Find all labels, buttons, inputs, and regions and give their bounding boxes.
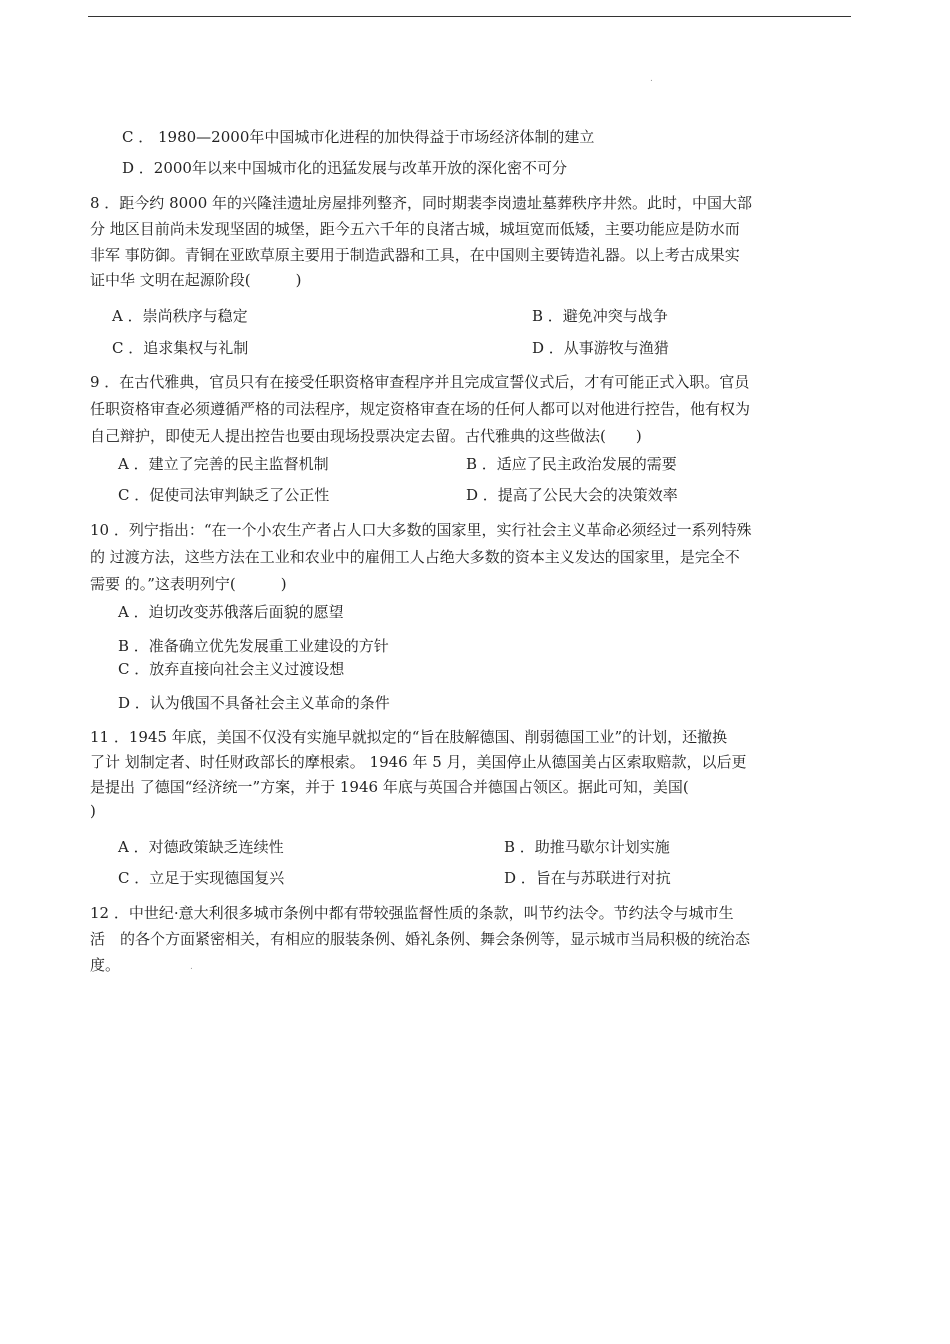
q8-option-d: D ．从事游牧与渔猎: [532, 339, 669, 357]
q9-option-b: B ．适应了民主政治发展的需要: [466, 455, 677, 473]
q7-option-c: C ． 1980—2000年中国城市化进程的加快得益于市场经济体制的建立: [122, 128, 595, 146]
q11-option-d: D ．旨在与苏联进行对抗: [504, 869, 671, 887]
q10-line-1: 10 ．列宁指出：“在一个小农生产者占人口大多数的国家里，实行社会主义革命必须经过一系列特殊: [90, 521, 752, 539]
speck: .: [650, 74, 653, 84]
q12-line-3: 度。: [90, 956, 121, 974]
q9-line-3: 自己辩护，即使无人提出控告也要由现场投票决定去留。古代雅典的这些做法( ): [90, 427, 642, 445]
q9-option-d: D ．提高了公民大会的决策效率: [466, 486, 678, 504]
q12-line-1: 12 ．中世纪·意大利很多城市条例中都有带较强监督性质的条款，叫节约法令。节约法令与城市生: [90, 904, 734, 922]
q11-line-1: 11 ．1945 年底，美国不仅没有实施早就拟定的“旨在肢解德国、削弱德国工业”的计划，还撤换: [90, 728, 728, 746]
q8-option-a: A ．崇尚秩序与稳定: [112, 307, 248, 325]
q10-option-d: D ．认为俄国不具备社会主义革命的条件: [118, 694, 390, 712]
q8-line-1: 8 ．距今约 8000 年的兴隆洼遗址房屋排列整齐，同时期裴李岗遗址墓葬秩序井然。此时，中国大部: [90, 194, 753, 212]
q9-option-c: C ．促使司法审判缺乏了公正性: [118, 486, 330, 504]
q9-line-2: 任职资格审查必须遵循严格的司法程序，规定资格审查在场的任何人都可以对他进行控告，他有权为: [90, 400, 751, 418]
q11-line-4: ): [90, 802, 96, 820]
q10-line-3: 需要 的。”这表明列宁( ): [90, 575, 287, 593]
q8-line-2: 分 地区目前尚未发现坚固的城堡，距今五六千年的良渚古城，城垣宽而低矮，主要功能应是防水而: [90, 220, 740, 238]
q11-option-a: A ．对德政策缺乏连续性: [118, 838, 284, 856]
q11-line-3: 是提出 了德国“经济统一”方案，并于 1946 年底与英国合并德国占领区。据此可知，美国(: [90, 778, 689, 796]
q9-line-1: 9 ．在古代雅典，官员只有在接受任职资格审查程序并且完成宣誓仪式后，才有可能正式入职。官员: [90, 373, 750, 391]
q10-option-a: A ．迫切改变苏俄落后面貌的愿望: [118, 603, 344, 621]
q11-option-b: B ．助推马歇尔计划实施: [504, 838, 670, 856]
q8-line-4: 证中华 文明在起源阶段( ): [90, 271, 302, 289]
q8-line-3: 非军 事防御。青铜在亚欧草原主要用于制造武器和工具，在中国则主要铸造礼器。以上考古成果实: [90, 246, 740, 264]
q9-option-a: A ．建立了完善的民主监督机制: [118, 455, 329, 473]
header-rule: [88, 16, 851, 17]
q8-option-b: B ．避免冲突与战争: [532, 307, 668, 325]
q10-line-2: 的 过渡方法，这些方法在工业和农业中的雇佣工人占绝大多数的资本主义发达的国家里，是完全不: [90, 548, 740, 566]
q12-line-2: 活 的各个方面紧密相关，有相应的服装条例、婚礼条例、舞会条例等，显示城市当局积极的统治态: [90, 930, 751, 948]
q10-option-c: C ．放弃直接向社会主义过渡设想: [118, 660, 345, 678]
q10-option-b: B ．准备确立优先发展重工业建设的方针: [118, 637, 389, 655]
q7-option-d: D ．2000年以来中国城市化的迅猛发展与改革开放的深化密不可分: [122, 159, 567, 177]
q8-option-c: C ．追求集权与礼制: [112, 339, 249, 357]
q11-line-2: 了计 划制定者、时任财政部长的摩根索。 1946 年 5 月，美国停止从德国美占区索取赔款，以后更: [90, 753, 747, 771]
speck: .: [190, 962, 193, 972]
q11-option-c: C ．立足于实现德国复兴: [118, 869, 285, 887]
